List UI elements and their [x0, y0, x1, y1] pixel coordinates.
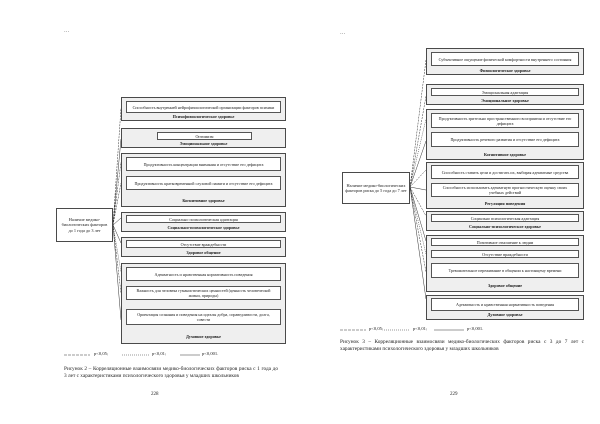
group-item: Субъективное ощущение физической комфортности внутреннего состояния: [431, 52, 579, 66]
group-item: Ориентация сознания и поведения на идеалы добра, справедливости, долга, совести: [126, 309, 281, 325]
group-item: Позитивное отношение к людям: [431, 238, 579, 246]
group-item: Адекватность и нравственная нормативность поведения: [126, 267, 281, 281]
group-caption: Эмоциональное здоровье: [179, 141, 228, 146]
group-item: Социально психологическая адаптация: [126, 215, 281, 223]
group-caption: Когнитивное здоровье: [483, 152, 527, 157]
group-item: Продуктивность речевого развития и отсутствие его дефицита: [431, 132, 579, 147]
group-caption: Здоровое общение: [186, 250, 221, 255]
body-paragraph: …: [64, 28, 70, 34]
page-number: 229: [450, 392, 458, 397]
group-item: Отсутствие враждебности: [431, 250, 579, 258]
legend-p001: p<0,001.: [202, 351, 219, 356]
legend-p05: p<0,05;: [369, 326, 384, 331]
group-item: Эмоциональная адаптация: [431, 88, 579, 96]
group-item: Тревожительное переживание в общении к настоящему времени: [431, 263, 579, 278]
group-caption: Духовное здоровье: [185, 334, 222, 339]
group-item: Способность ставить цели и достигать их, выбирая адекватные средства: [431, 165, 579, 179]
right-page: [300, 0, 600, 424]
group-item: Важность для человека гуманистических ценностей (ценность человеческой жизни, природы): [126, 286, 281, 300]
center-factor-box: Наличие медико-биологических факторов риска до 5 года до 7 лет: [342, 172, 410, 204]
group-caption: Когнитивное здоровье: [182, 198, 225, 203]
figure-caption: Рисунок 3 – Корреляционные взаимосвязи медико-биологических факторов риска с 3 до 7 лет с характеристиками психологического здоровья у младших школьников: [340, 339, 584, 352]
group-item: Продуктивность концентрации внимания и отсутствие его дефицита: [126, 157, 281, 171]
group-item: Продуктивность кратковременной слуховой памяти и отсутствие его дефицита: [126, 176, 281, 190]
group-item: Отсутствие враждебности: [126, 240, 281, 248]
center-factor-box: Наличие медико-биологических факторов до 1 года до 3 лет: [56, 208, 113, 242]
group-caption: Физиологическое здоровье: [479, 68, 531, 73]
group-caption: Социально-психологическое здоровье: [167, 225, 240, 230]
legend-p001: p<0,001.: [467, 326, 484, 331]
group-item: Адекватность и нравственная нормативность поведения: [431, 298, 579, 311]
page-number: 228: [151, 392, 159, 397]
group-caption: Регуляция поведения: [484, 201, 526, 206]
legend-p01: p<0,01;: [413, 326, 428, 331]
group-item: Продуктивность зрительно пространственного восприятия и отсутствие его дефицита: [431, 113, 579, 128]
legend-p01: p<0,01;: [152, 351, 167, 356]
group-item: Способность использовать адекватную прогностическую оценку своих учебных действий: [431, 183, 579, 197]
legend-p05: p<0,05;: [94, 351, 109, 356]
intro-paragraph: …: [340, 30, 346, 36]
group-item: Социально психологическая адаптация: [431, 214, 579, 222]
group-item: Оптимизм: [157, 132, 252, 140]
figure-caption: Рисунок 2 – Корреляционные взаимосвязи медико-биологических факторов риска с 1 года до 3 лет с характеристиками психологического здоровья у младших школьников: [64, 366, 278, 379]
group-caption: Эмоциональное здоровье: [481, 98, 529, 103]
group-caption: Здоровое общение: [487, 283, 523, 288]
group-caption: Духовное здоровье: [487, 312, 523, 317]
legend-lines: [300, 0, 600, 424]
group-item: Способность внутренней нейрофизиологической организации факторов психики: [126, 101, 281, 113]
group-caption: Психофизиологическое здоровье: [172, 114, 235, 119]
group-caption: Социально-психологическое здоровье: [469, 224, 541, 229]
